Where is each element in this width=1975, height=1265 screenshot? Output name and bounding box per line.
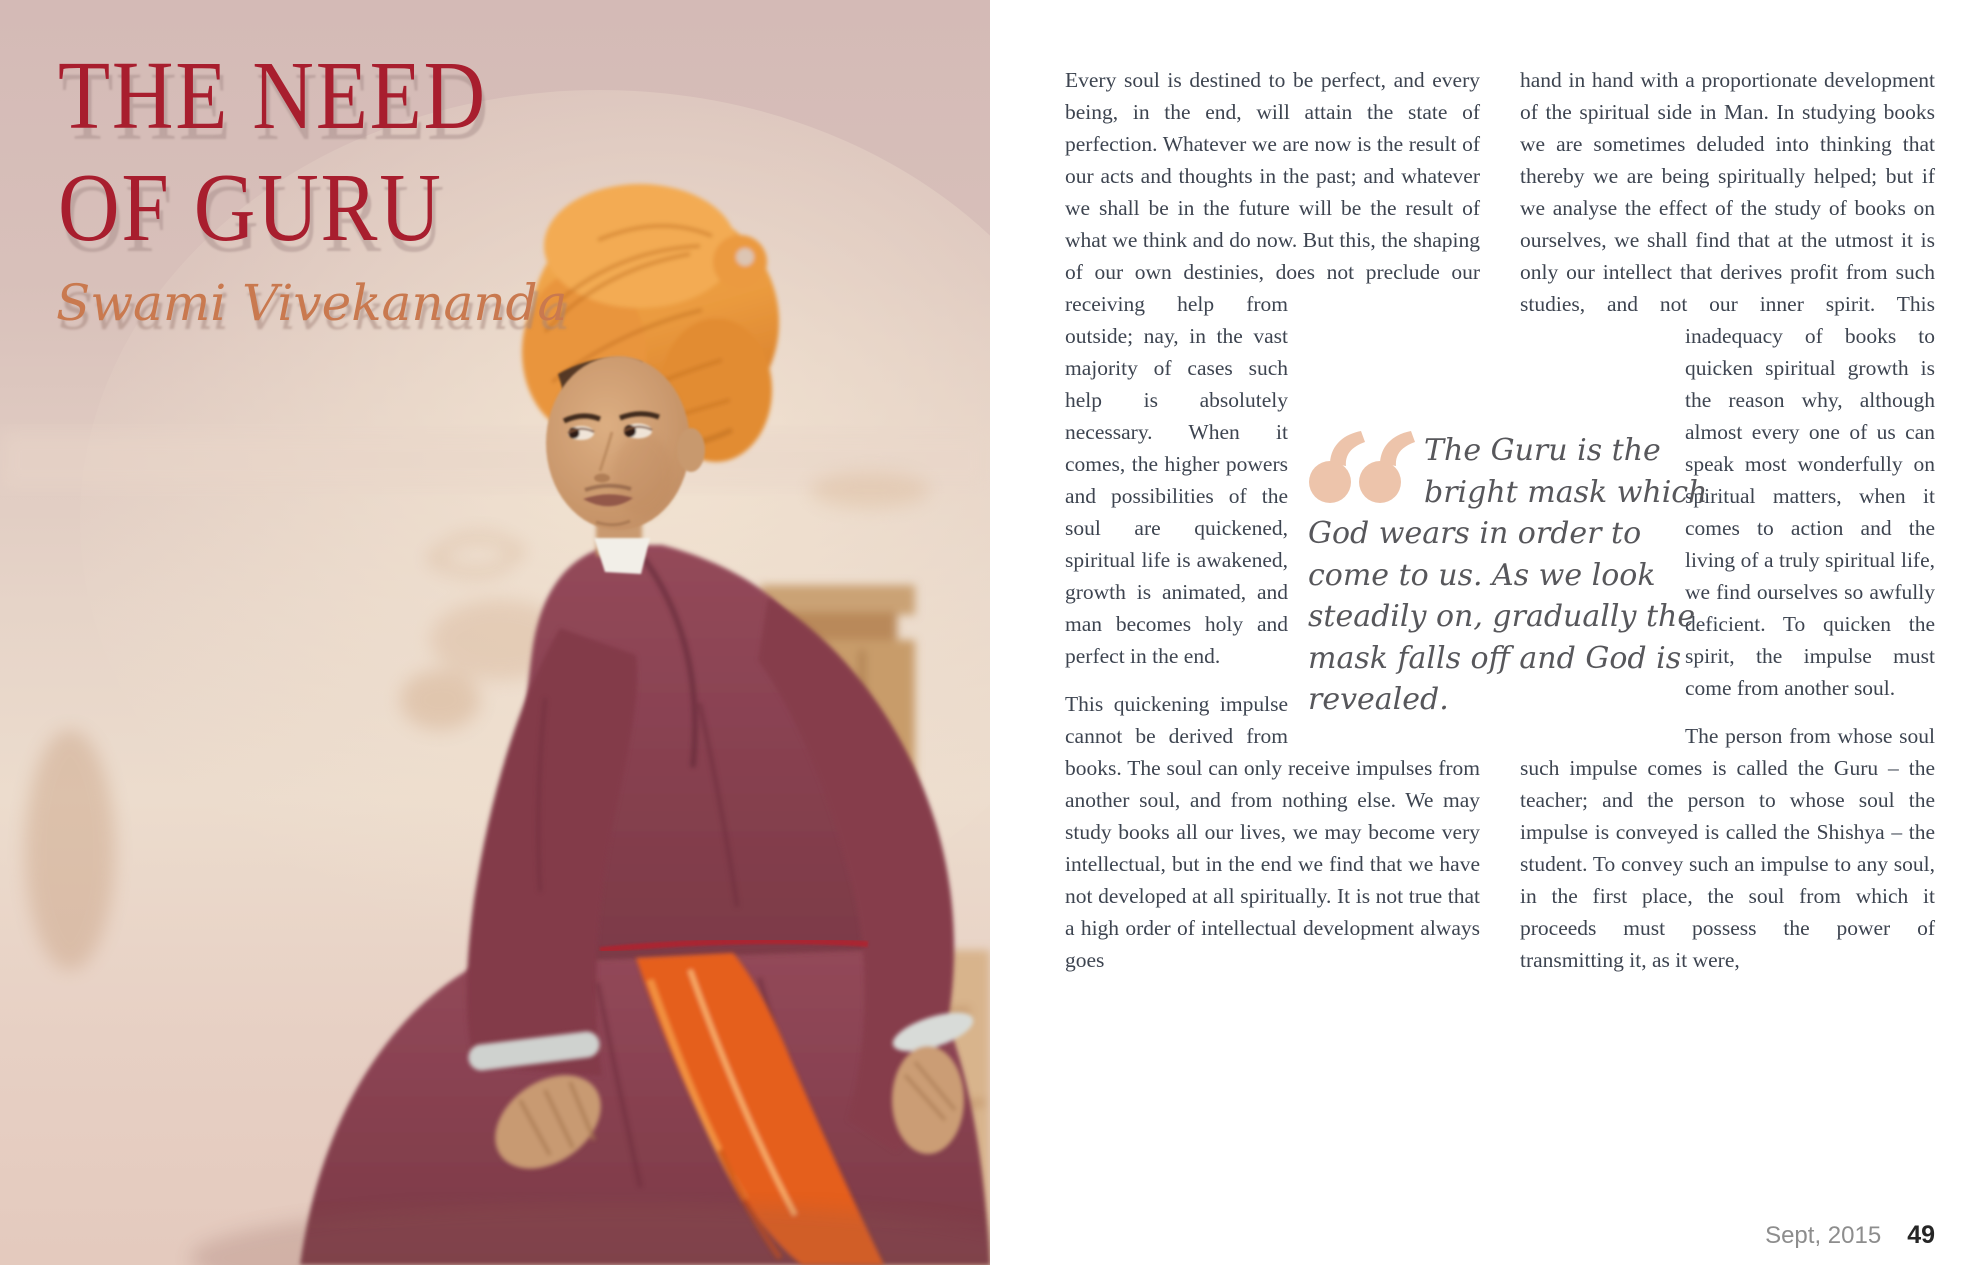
- article-title: [58, 40, 487, 264]
- paragraph-text: Every soul is destined to be perfect, and every being, in the end, will attain the state of perfection. Whatever we are now is the result of our acts and thoughts in the past; and whatever we shall be in the future will be the result of what we think and do now. But this, the shaping of our own destinies, does not preclude our receiving help from: [1065, 68, 1480, 316]
- paragraph-text: outside; nay, in the vast majority of cases such help is absolutely necessary. When it comes, the higher powers and possibilities of the soul are quickened, spiritual life is awakened, growth is animated, and man becomes holy and perfect in the end.: [1065, 324, 1288, 668]
- issue-date: Sept, 2015: [1765, 1222, 1882, 1249]
- article-title-line2: OF GURU: [58, 154, 443, 261]
- article-body: [990, 0, 1975, 1265]
- paragraph: The person from whose soul such impulse comes is called the Guru – the teacher; and the person to whose soul the impulse is conveyed is called the Shishya – the student. To convey such an impulse to any soul, in the first place, the soul from which it proceeds must possess the power of transmitting it, as it were,: [1520, 724, 1935, 972]
- pull-quote: [1308, 430, 1712, 721]
- page-number: 49: [1907, 1221, 1935, 1249]
- page-footer: [1765, 1221, 1935, 1250]
- article-author: Swami Vivekananda: [56, 274, 568, 332]
- paragraph-text: hand in hand with a proportionate development of the spiritual side in Man. In studying books we are sometimes deluded into thinking that thereby we are being spiritually helped; but if we analyse the effect of the study of books on ourselves, we shall find that at the utmost it is only our intellect that derives profit from such studies, and not our inner spirit. This inadequacy of books to: [1520, 68, 1935, 348]
- paragraph-text: quicken spiritual growth is the reason why, although almost every one of us can speak most wonderfully on spiritual matters, when it comes to action and the living of a truly spiritual life, we find ourselves so awfully deficient. To quicken the spirit, the impulse must come from another soul.: [1685, 356, 1935, 700]
- paragraph: This quickening impulse cannot be derived from books. The soul can only receive impulses from another soul, and from nothing else. We may study books all our lives, we may become very intellectual, but in the end we find that we have not developed at all spiritually. It is not true that a high order of intellectual development always goes: [1065, 692, 1480, 972]
- quote-icon: [1308, 430, 1424, 504]
- article-title-line1: THE NEED: [58, 42, 487, 149]
- pull-quote-text: The Guru is the bright mask which God wears in order to come to us. As we look steadily on, gradually the mask falls off and God is revealed.: [1308, 433, 1708, 717]
